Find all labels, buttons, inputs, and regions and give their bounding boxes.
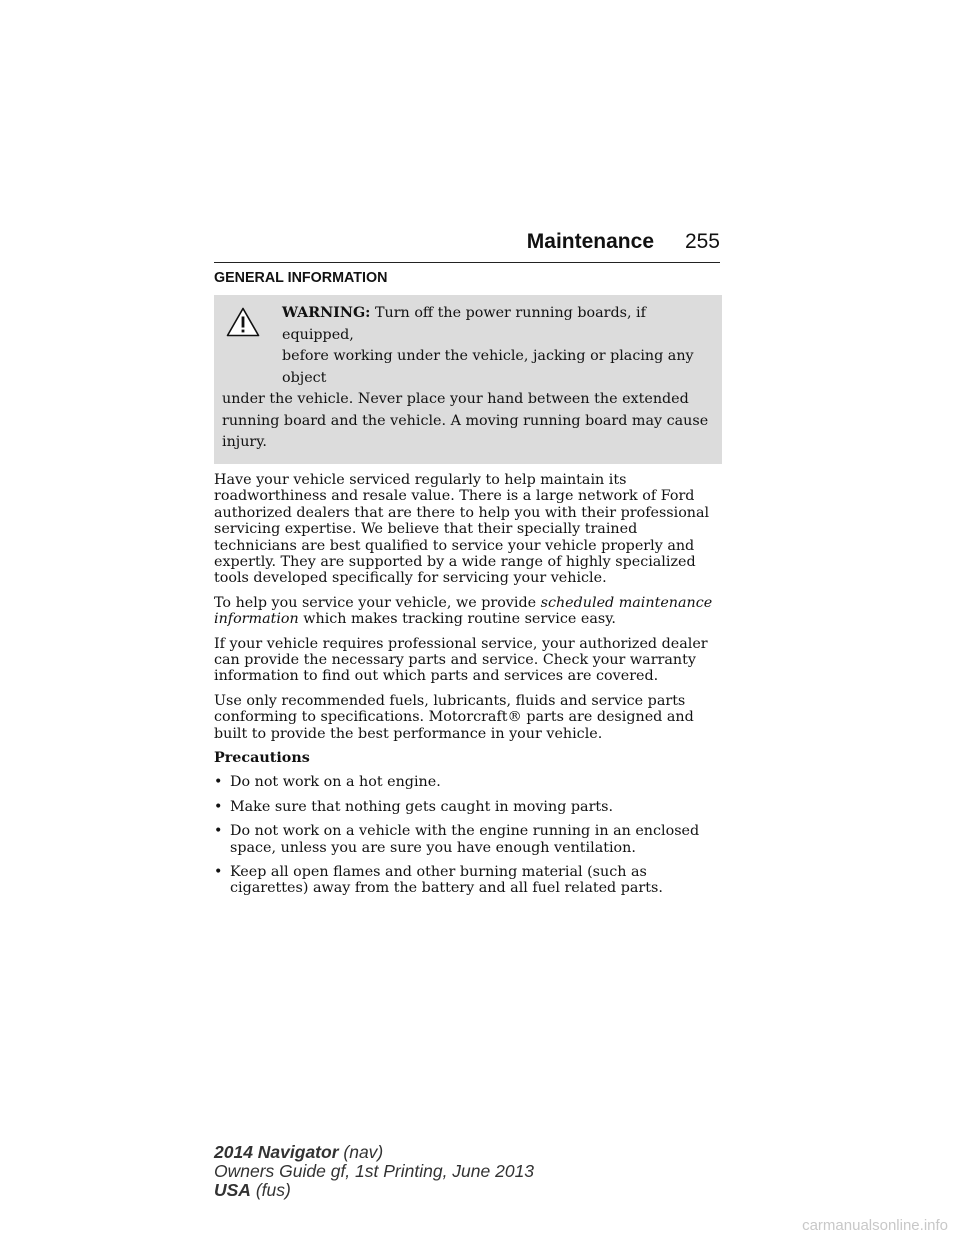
footer-market: USA [214, 1180, 251, 1200]
paragraph-servicing: Have your vehicle serviced regularly to help maintain its roadworthiness and resale value. There is a large network of Ford authorized dealers that are there to help you with their professional servicing expertise. We believe that their specially trained technicians are best qualified to service your vehicle properly and expertly. They are supported by a wide range of highly specialized tools developed specifically for servicing your vehicle. [214, 471, 710, 587]
list-item-text: Make sure that nothing gets caught in moving parts. [230, 798, 614, 815]
paragraph-recommended-parts: Use only recommended fuels, lubricants, fluids and service parts conforming to specifications. Motorcraft® parts are designed and built to provide the best performance in your vehicle. [214, 692, 694, 742]
warning-rest: under the vehicle. Never place your hand between the extended running board and the vehicle. A moving running board may cause injury. [222, 391, 709, 451]
footer-line-1 [214, 1143, 534, 1162]
p2-start: To help you service your vehicle, we provide [214, 594, 537, 611]
list-item-text: Keep all open flames and other burning material (such as cigarettes) away from the battery and all fuel related parts. [230, 864, 663, 897]
bullet-icon: • [214, 864, 223, 881]
page-header [214, 228, 720, 263]
warning-first-text [282, 303, 714, 389]
paragraph-professional-service: If your vehicle requires professional service, your authorized dealer can provide the necessary parts and service. Check your warranty information to find out which parts and services are covered. [214, 635, 708, 685]
page-content [214, 268, 722, 905]
list-item [214, 799, 722, 815]
footer-model: 2014 Navigator [214, 1142, 339, 1162]
footer-line-2: Owners Guide gf, 1st Printing, June 2013 [214, 1161, 535, 1181]
section-heading: GENERAL INFORMATION [214, 270, 388, 286]
warning-first-lines [222, 303, 714, 389]
warning-line1: Turn off the power running boards, if equipped, [282, 305, 646, 343]
p2-end: which makes tracking routine service easy. [303, 611, 616, 628]
p2-italic: scheduled maintenance information [214, 594, 713, 628]
footer-model-code: (nav) [343, 1142, 384, 1162]
watermark: carmanualsonline.info [802, 1217, 948, 1234]
bullet-icon: • [214, 823, 223, 840]
warning-triangle-icon [226, 307, 260, 337]
document-footer [214, 1143, 534, 1200]
footer-line-3 [214, 1181, 534, 1200]
list-item [214, 864, 722, 897]
paragraph-scheduled-maintenance [214, 595, 722, 628]
warning-label: WARNING: [282, 305, 371, 322]
bullet-icon: • [214, 798, 223, 815]
list-item-text: Do not work on a vehicle with the engine running in an enclosed space, unless you are sure you have enough ventilation. [230, 823, 700, 856]
footer-market-code: (fus) [255, 1180, 291, 1200]
precautions-heading: Precautions [214, 750, 310, 766]
list-item [214, 823, 722, 856]
bullet-icon: • [214, 774, 223, 791]
warning-box [214, 295, 722, 464]
precautions-list [214, 774, 722, 896]
header-title: Maintenance [526, 230, 654, 253]
page-number: 255 [684, 230, 720, 253]
list-item [214, 774, 722, 790]
list-item-text: Do not work on a hot engine. [230, 774, 441, 791]
warning-line2: before working under the vehicle, jacking or placing any object [282, 348, 694, 386]
